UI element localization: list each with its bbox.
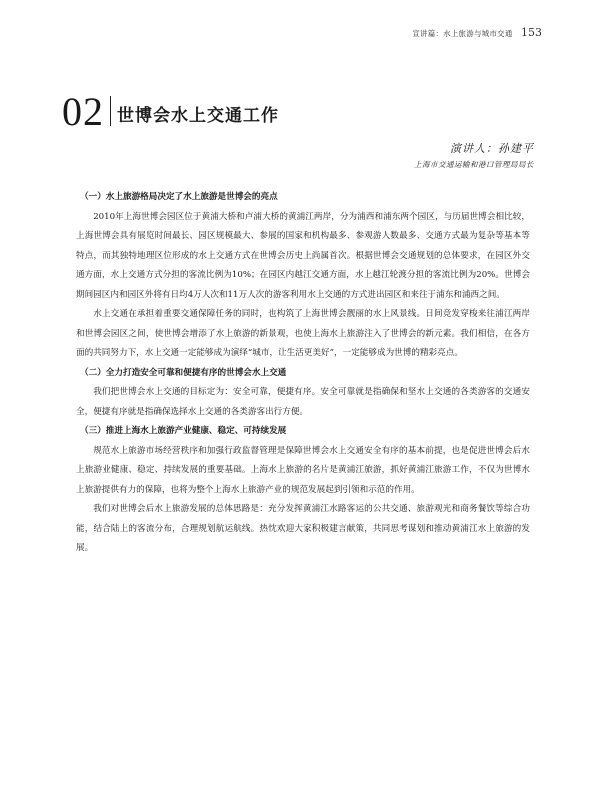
chapter-divider <box>110 96 111 126</box>
author-affiliation: 上海市交通运输和港口管理局局长 <box>414 160 534 169</box>
section-heading-1: （一）水上旅游格局决定了水上旅游是世博会的亮点 <box>80 192 278 202</box>
section-heading-2: （二）全力打造安全可靠和便捷有序的世博会水上交通 <box>80 367 287 378</box>
paragraph: 水上交通在承担着重要交通保障任务的同时，也构筑了上海世博会靓丽的水上风景线。日间竞发穿梭来往浦江两岸和世博会园区之间，使世博会增添了水上旅游的新景观，也使上海水上旅游注入了世博会的新元素。我们相信，在各方面的共同努力下，水上交通一定能够成为演绎“城市，让生活更美好”，一定能够成为世博的精彩亮点。 <box>76 309 530 358</box>
running-title: 宣讲篇：水上旅游与城市交通 <box>412 29 513 38</box>
article-body <box>76 188 530 559</box>
section-heading-3: （三）推进上海水上旅游产业健康、稳定、可持续发展 <box>80 426 287 436</box>
paragraph: 规范水上旅游市场经营秩序和加强行政监督管理是保障世博会水上交通安全有序的基本前提，也是促进世博会后水上旅游业健康、稳定、持续发展的重要基础。上海水上旅游的名片是黄浦江旅游，抓好黄浦江旅游工作，不仅为世博水上旅游提供有力的保障，也将为整个上海水上旅游产业的规范发展起到引领和示范的作用。 <box>76 445 530 495</box>
chapter-heading <box>62 89 279 134</box>
paragraph: 2010年上海世博会园区位于黄浦大桥和卢浦大桥的黄浦江两岸，分为浦西和浦东两个园区，与历届世博会相比较，上海世博会具有展览时间最长、园区规模最大、参展的国家和机构最多、参观游人数最多、交通方式最为复杂等基本等特点，而其独特地理区位形成的水上交通方式在世博会历史上尚属首次。根据世博会交通规划的总体要求，在园区外交通方面，水上交通方式分担的客流比例为10%；在园区内越江交通方面，水上越江轮渡分担的客流比例为20%。世博会期间园区内和园区外将有日均4万人次和11万人次的游客利用水上交通的方式进出园区和来往于浦东和浦西之间。 <box>76 211 530 300</box>
chapter-title: 世博会水上交通工作 <box>117 106 279 126</box>
paragraph: 我们把世博会水上交通的目标定为：安全可靠，便捷有序。安全可靠就是指确保和坚水上交通的各类游客的交通安全，便捷有序就是指确保选择水上交通的各类游客出行方便。 <box>76 387 530 417</box>
page-number: 153 <box>521 26 542 39</box>
running-header <box>412 26 542 39</box>
author-name: 演讲人：孙建平 <box>450 142 534 155</box>
chapter-number: 02 <box>62 89 104 134</box>
paragraph: 我们对世博会后水上旅游发展的总体思路是：充分发挥黄浦江水路客运的公共交通、旅游观光和商务餐饮等综合功能，结合陆上的客流分布，合理规划航运航线。热忱欢迎大家积极建言献策，共同思考谋划和推动黄浦江水上旅游的发展。 <box>76 504 530 553</box>
